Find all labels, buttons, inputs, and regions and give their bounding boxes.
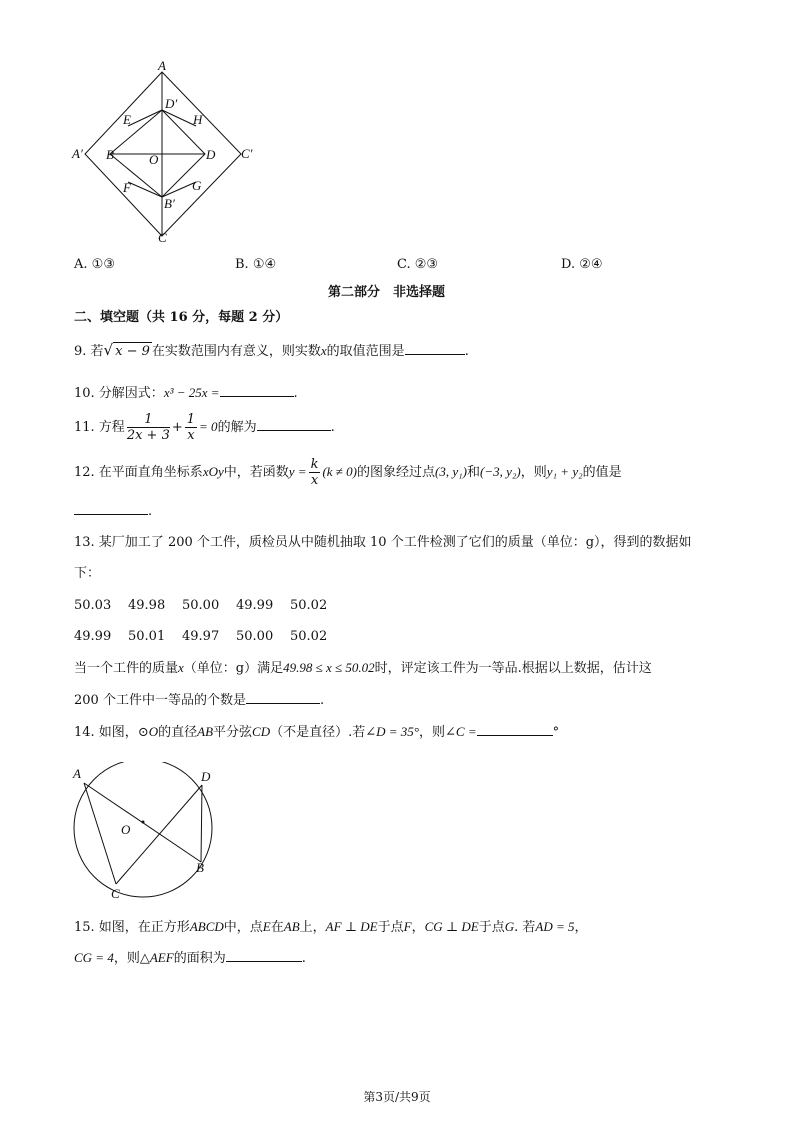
- question-11: 11. 方程 $\frac{1}{2x + 3}$ + $\frac{1}{x}$ = 0的解为 .: [74, 412, 335, 443]
- question-13-line2: 下：: [74, 566, 101, 581]
- section2-title: 二、填空题（共 16 分，每题 2 分）: [74, 310, 289, 325]
- label-A-prime: A′: [72, 146, 83, 161]
- question-13-line3: 当一个工件的质量x（单位：g）满足49.98 ≤ x ≤ 50.02时，评定该工件为一等品.根据以上数据，估计这: [74, 660, 652, 676]
- question-15-line1: 15. 如图，在正方形ABCD中，点E在AB上，AF ⊥ DE于点F，CG ⊥ DE于点G. 若AD = 5，: [74, 919, 588, 935]
- question-13-line1: 13. 某厂加工了 200 个工件，质检员从中随机抽取 10 个工件检测了它们的质量（单位：g），得到的数据如: [74, 535, 692, 550]
- label-F: F: [123, 180, 131, 195]
- option-b: B. ①④: [235, 257, 277, 272]
- circle-figure: [66, 762, 226, 900]
- label-G: G: [192, 178, 202, 193]
- label-D-circle: D: [201, 769, 211, 784]
- label-A-circle: A: [73, 766, 81, 781]
- data-row-1: 50.03 49.98 50.00 49.99 50.02: [74, 598, 328, 613]
- label-C-circle: C: [111, 886, 120, 900]
- part2-title: 第二部分 非选择题: [328, 285, 446, 300]
- label-B-prime: B′: [164, 196, 175, 211]
- label-E: E: [123, 112, 131, 127]
- question-13-line4: 200 个工件中一等品的个数是 .: [74, 693, 325, 708]
- label-B-circle: B: [196, 860, 204, 875]
- question-12: 12. 在平面直角坐标系xOy中，若函数y = $\frac{k}{x}$ (k ≠ 0)的图象经过点(3, y₁)和(−3, y₂)，则y₁ + y₂的值是: [74, 457, 622, 488]
- label-O: O: [149, 152, 159, 167]
- question-10: 10. 分解因式：x³ − 25x = .: [74, 385, 298, 401]
- question-12-answer-line: .: [74, 502, 152, 521]
- label-C-prime: C′: [241, 146, 253, 161]
- label-H: H: [193, 112, 203, 127]
- question-15-line2: CG = 4，则△AEF的面积为 .: [74, 950, 306, 966]
- label-C: C: [158, 230, 167, 245]
- question-9: 9. 若√ x − 9 在实数范围内有意义，则实数x的取值范围是 .: [74, 341, 469, 359]
- question-14: 14. 如图，⊙O的直径AB平分弦CD（不是直径）.若∠D = 35°，则∠C = °: [74, 724, 560, 740]
- option-c: C. ②③: [397, 257, 439, 272]
- option-d: D. ②④: [561, 257, 603, 272]
- label-A: A: [158, 58, 166, 73]
- label-D: D: [206, 147, 216, 162]
- label-B: B: [106, 147, 114, 162]
- label-D-prime: D′: [165, 96, 178, 111]
- label-O-circle: O: [121, 822, 131, 837]
- page-footer: 第3页/共9页: [363, 1090, 431, 1104]
- geometry-figure-star: [68, 58, 268, 248]
- option-a: A. ①③: [74, 257, 115, 272]
- data-row-2: 49.99 50.01 49.97 50.00 50.02: [74, 629, 328, 644]
